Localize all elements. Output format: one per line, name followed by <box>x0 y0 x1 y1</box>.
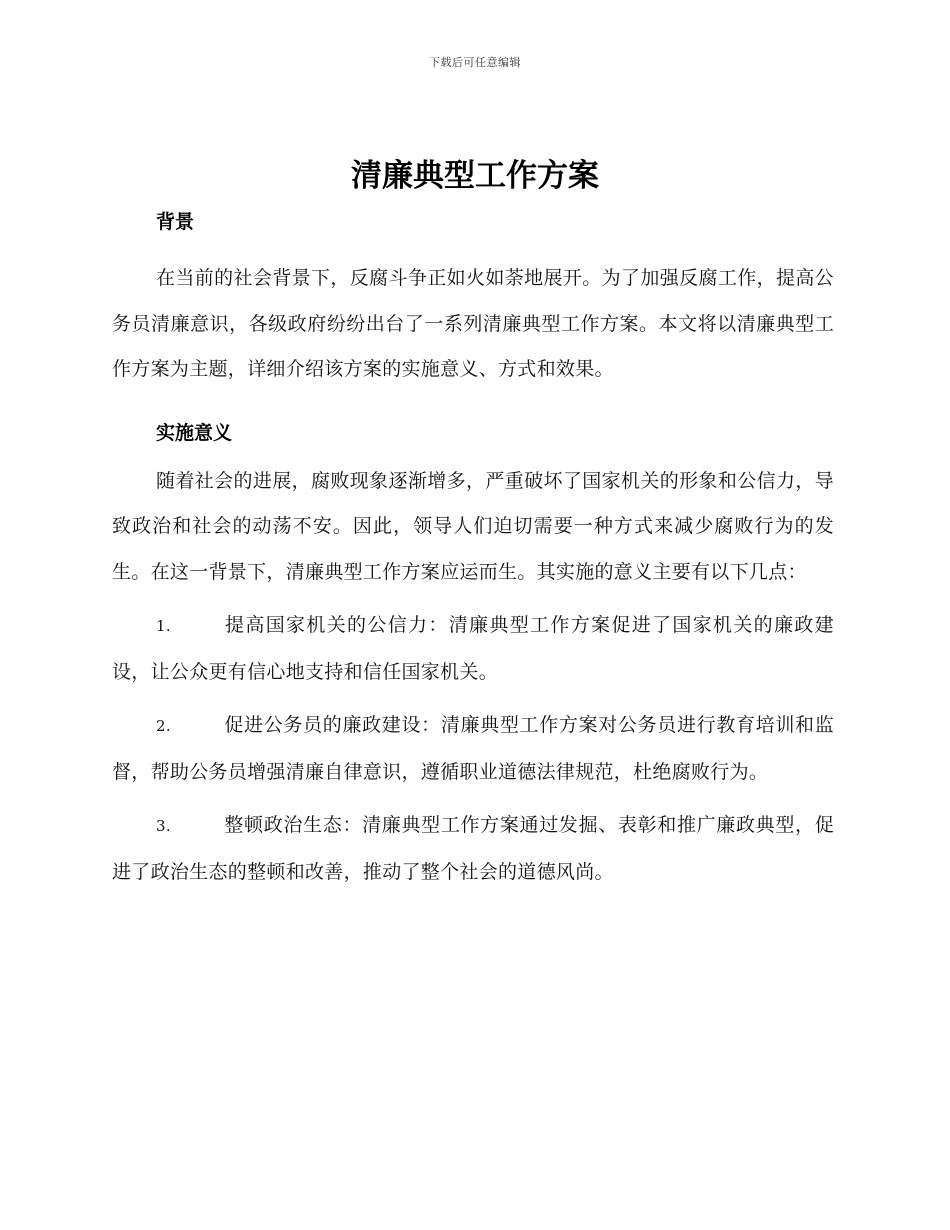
list-item-number: 1. <box>156 617 171 635</box>
list-item-number: 3. <box>156 817 171 835</box>
section-heading-significance: 实施意义 <box>156 421 233 444</box>
list-item-text: 整顿政治生态：清廉典型工作方案通过发掘、表彰和推广廉政典型，促进了政治生态的整顿和改善，推动了整个社会的道德风尚。 <box>112 814 834 883</box>
list-item-number: 2. <box>156 717 171 735</box>
list-item <box>112 703 834 795</box>
list-item-text: 提高国家机关的公信力：清廉典型工作方案促进了国家机关的廉政建设，让公众更有信心地支持和信任国家机关。 <box>112 614 834 683</box>
list-item-text: 促进公务员的廉政建设：清廉典型工作方案对公务员进行教育培训和监督，帮助公务员增强清廉自律意识，遵循职业道德法律规范，杜绝腐败行为。 <box>112 714 834 783</box>
list-item <box>112 803 834 895</box>
background-paragraph: 在当前的社会背景下，反腐斗争正如火如荼地展开。为了加强反腐工作，提高公务员清廉意识，各级政府纷纷出台了一系列清廉典型工作方案。本文将以清廉典型工作方案为主题，详细介绍该方案的实施意义、方式和效果。 <box>112 267 834 380</box>
section-heading-background: 背景 <box>156 211 195 233</box>
header-note: 下载后可任意编辑 <box>429 56 521 69</box>
document-body <box>112 204 834 895</box>
significance-paragraph: 随着社会的进展，腐败现象逐渐增多，严重破坏了国家机关的形象和公信力，导致政治和社会的动荡不安。因此，领导人们迫切需要一种方式来减少腐败行为的发生。在这一背景下，清廉典型工作方案应运而生。其实施的意义主要有以下几点： <box>112 469 834 583</box>
document-title: 清廉典型工作方案 <box>351 158 599 194</box>
list-item <box>112 603 834 695</box>
